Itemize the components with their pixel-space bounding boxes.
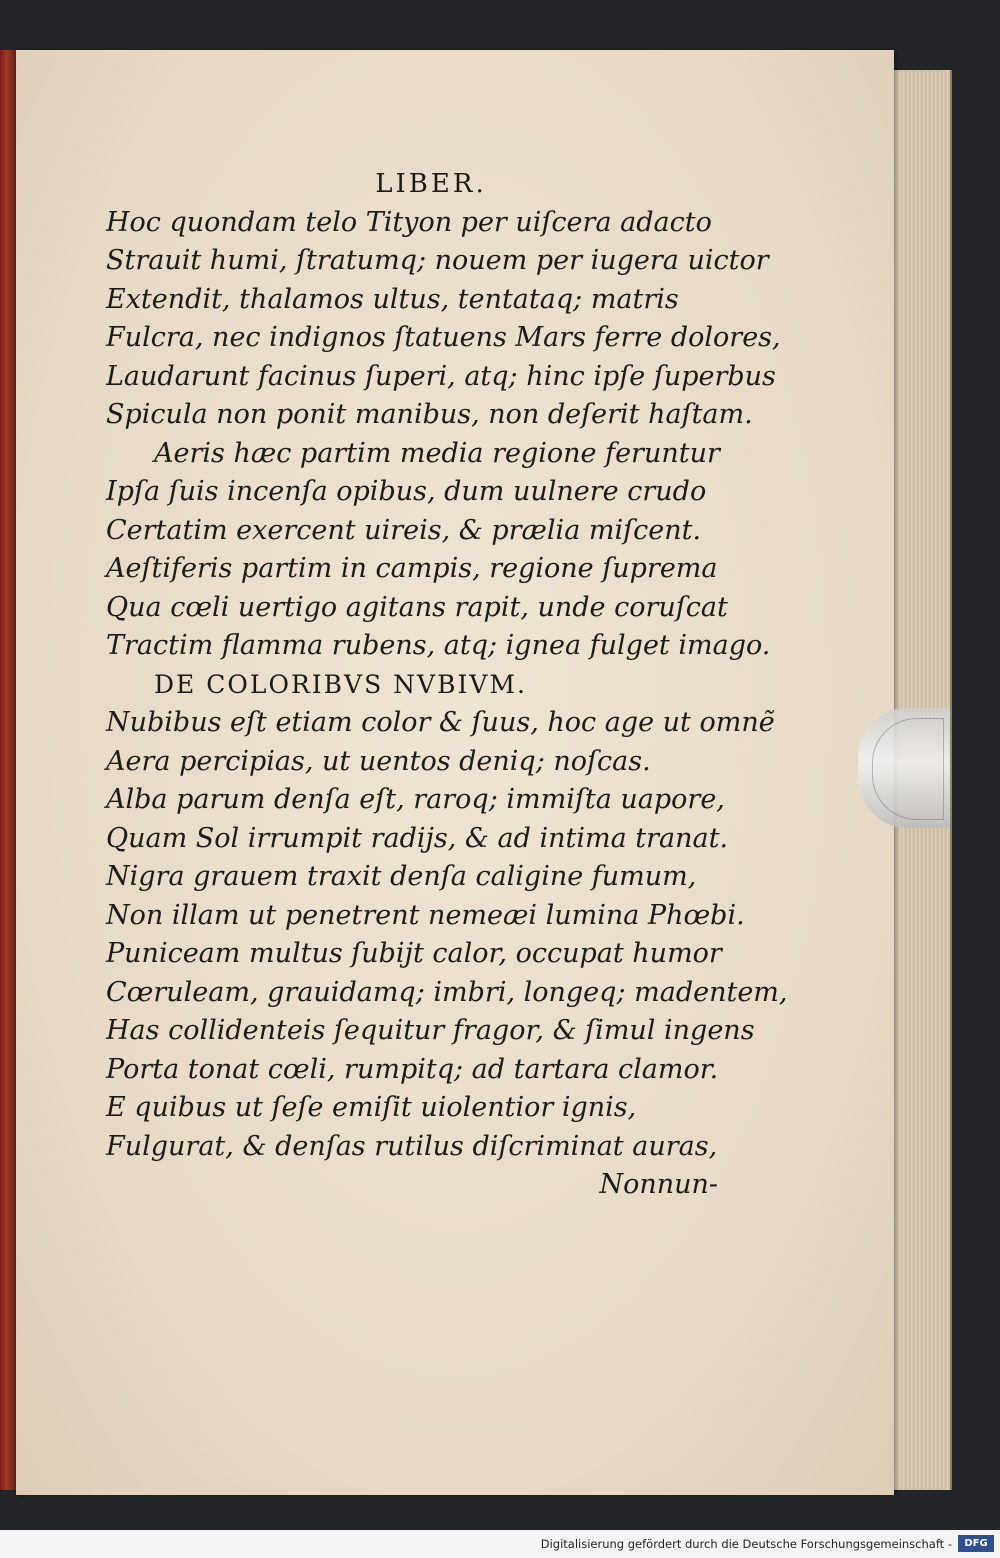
verse-line: E quibus ut ſeſe emiſit uiolentior ignis, [106, 1092, 637, 1123]
verse-line: Quam Sol irrumpit radijs, & ad intima tranat. [106, 822, 729, 854]
verse-line: Ipſa ſuis incenſa opibus, dum uulnere crudo [106, 476, 707, 507]
verse-line: Nubibus eſt etiam color & ſuus, hoc age ut omnẽ [106, 707, 775, 738]
book-spine [0, 50, 16, 1490]
footer-bar [0, 1530, 1000, 1558]
verse-line: Aera percipias, ut uentos deniq; noſcas. [106, 745, 651, 777]
verse-line: Strauit humi, ſtratumq; nouem per iugera uictor [106, 245, 769, 276]
verse-line: Tractim flamma rubens, atq; ignea fulget imago. [106, 630, 771, 661]
verse-line: Nigra grauem traxit denſa caligine fumum, [106, 861, 697, 892]
verse-line: Certatim exercent uireis, & prælia miſcent. [106, 514, 702, 546]
verse-line: Puniceam multus ſubijt calor, occupat humor [106, 938, 722, 969]
verse-line: Cœruleam, grauidamq; imbri, longeq; madentem, [106, 976, 788, 1008]
running-head: LIBER. [375, 169, 487, 199]
verse-line: Aeris hæc partim media regione feruntur [154, 437, 720, 469]
verse-line: Hoc quondam telo Tityon per uiſcera adacto [106, 206, 712, 238]
verse-line: Non illam ut penetrent nemeæi lumina Phœbi. [106, 899, 745, 931]
verse-line: Spicula non ponit manibus, non deſerit haſtam. [106, 399, 753, 430]
verse-line: Alba parum denſa eſt, raroq; immiſta uapore, [106, 784, 725, 815]
verse-line: Has collidenteis ſequitur fragor, & ſimul ingens [106, 1015, 755, 1046]
verse-line: Qua cœli uertigo agitans rapit, unde coruſcat [106, 591, 728, 623]
page-clip-outline [872, 718, 944, 820]
catchword: Nonnun- [599, 1169, 718, 1200]
verse-line: Laudarunt facinus ſuperi, atq; hinc ipſe ſuperbus [106, 360, 776, 392]
verse-line: Aeſtiferis partim in campis, regione ſuprema [106, 553, 718, 584]
funding-credit: Digitalisierung gefördert durch die Deutsche Forschungsgemeinschaft - [540, 1537, 952, 1551]
dfg-logo: DFG [958, 1535, 994, 1552]
page-text [106, 165, 788, 1205]
verse-line: Extendit, thalamos ultus, tentataq; matris [106, 283, 679, 315]
section-heading: DE COLORIBVS NVBIVM. [154, 669, 527, 699]
verse-line: Porta tonat cœli, rumpitq; ad tartara clamor. [106, 1053, 719, 1085]
verse-line: Fulcra, nec indignos ſtatuens Mars ferre dolores, [106, 322, 781, 353]
verse-line: Fulgurat, & denſas rutilus diſcriminat auras, [106, 1130, 718, 1162]
